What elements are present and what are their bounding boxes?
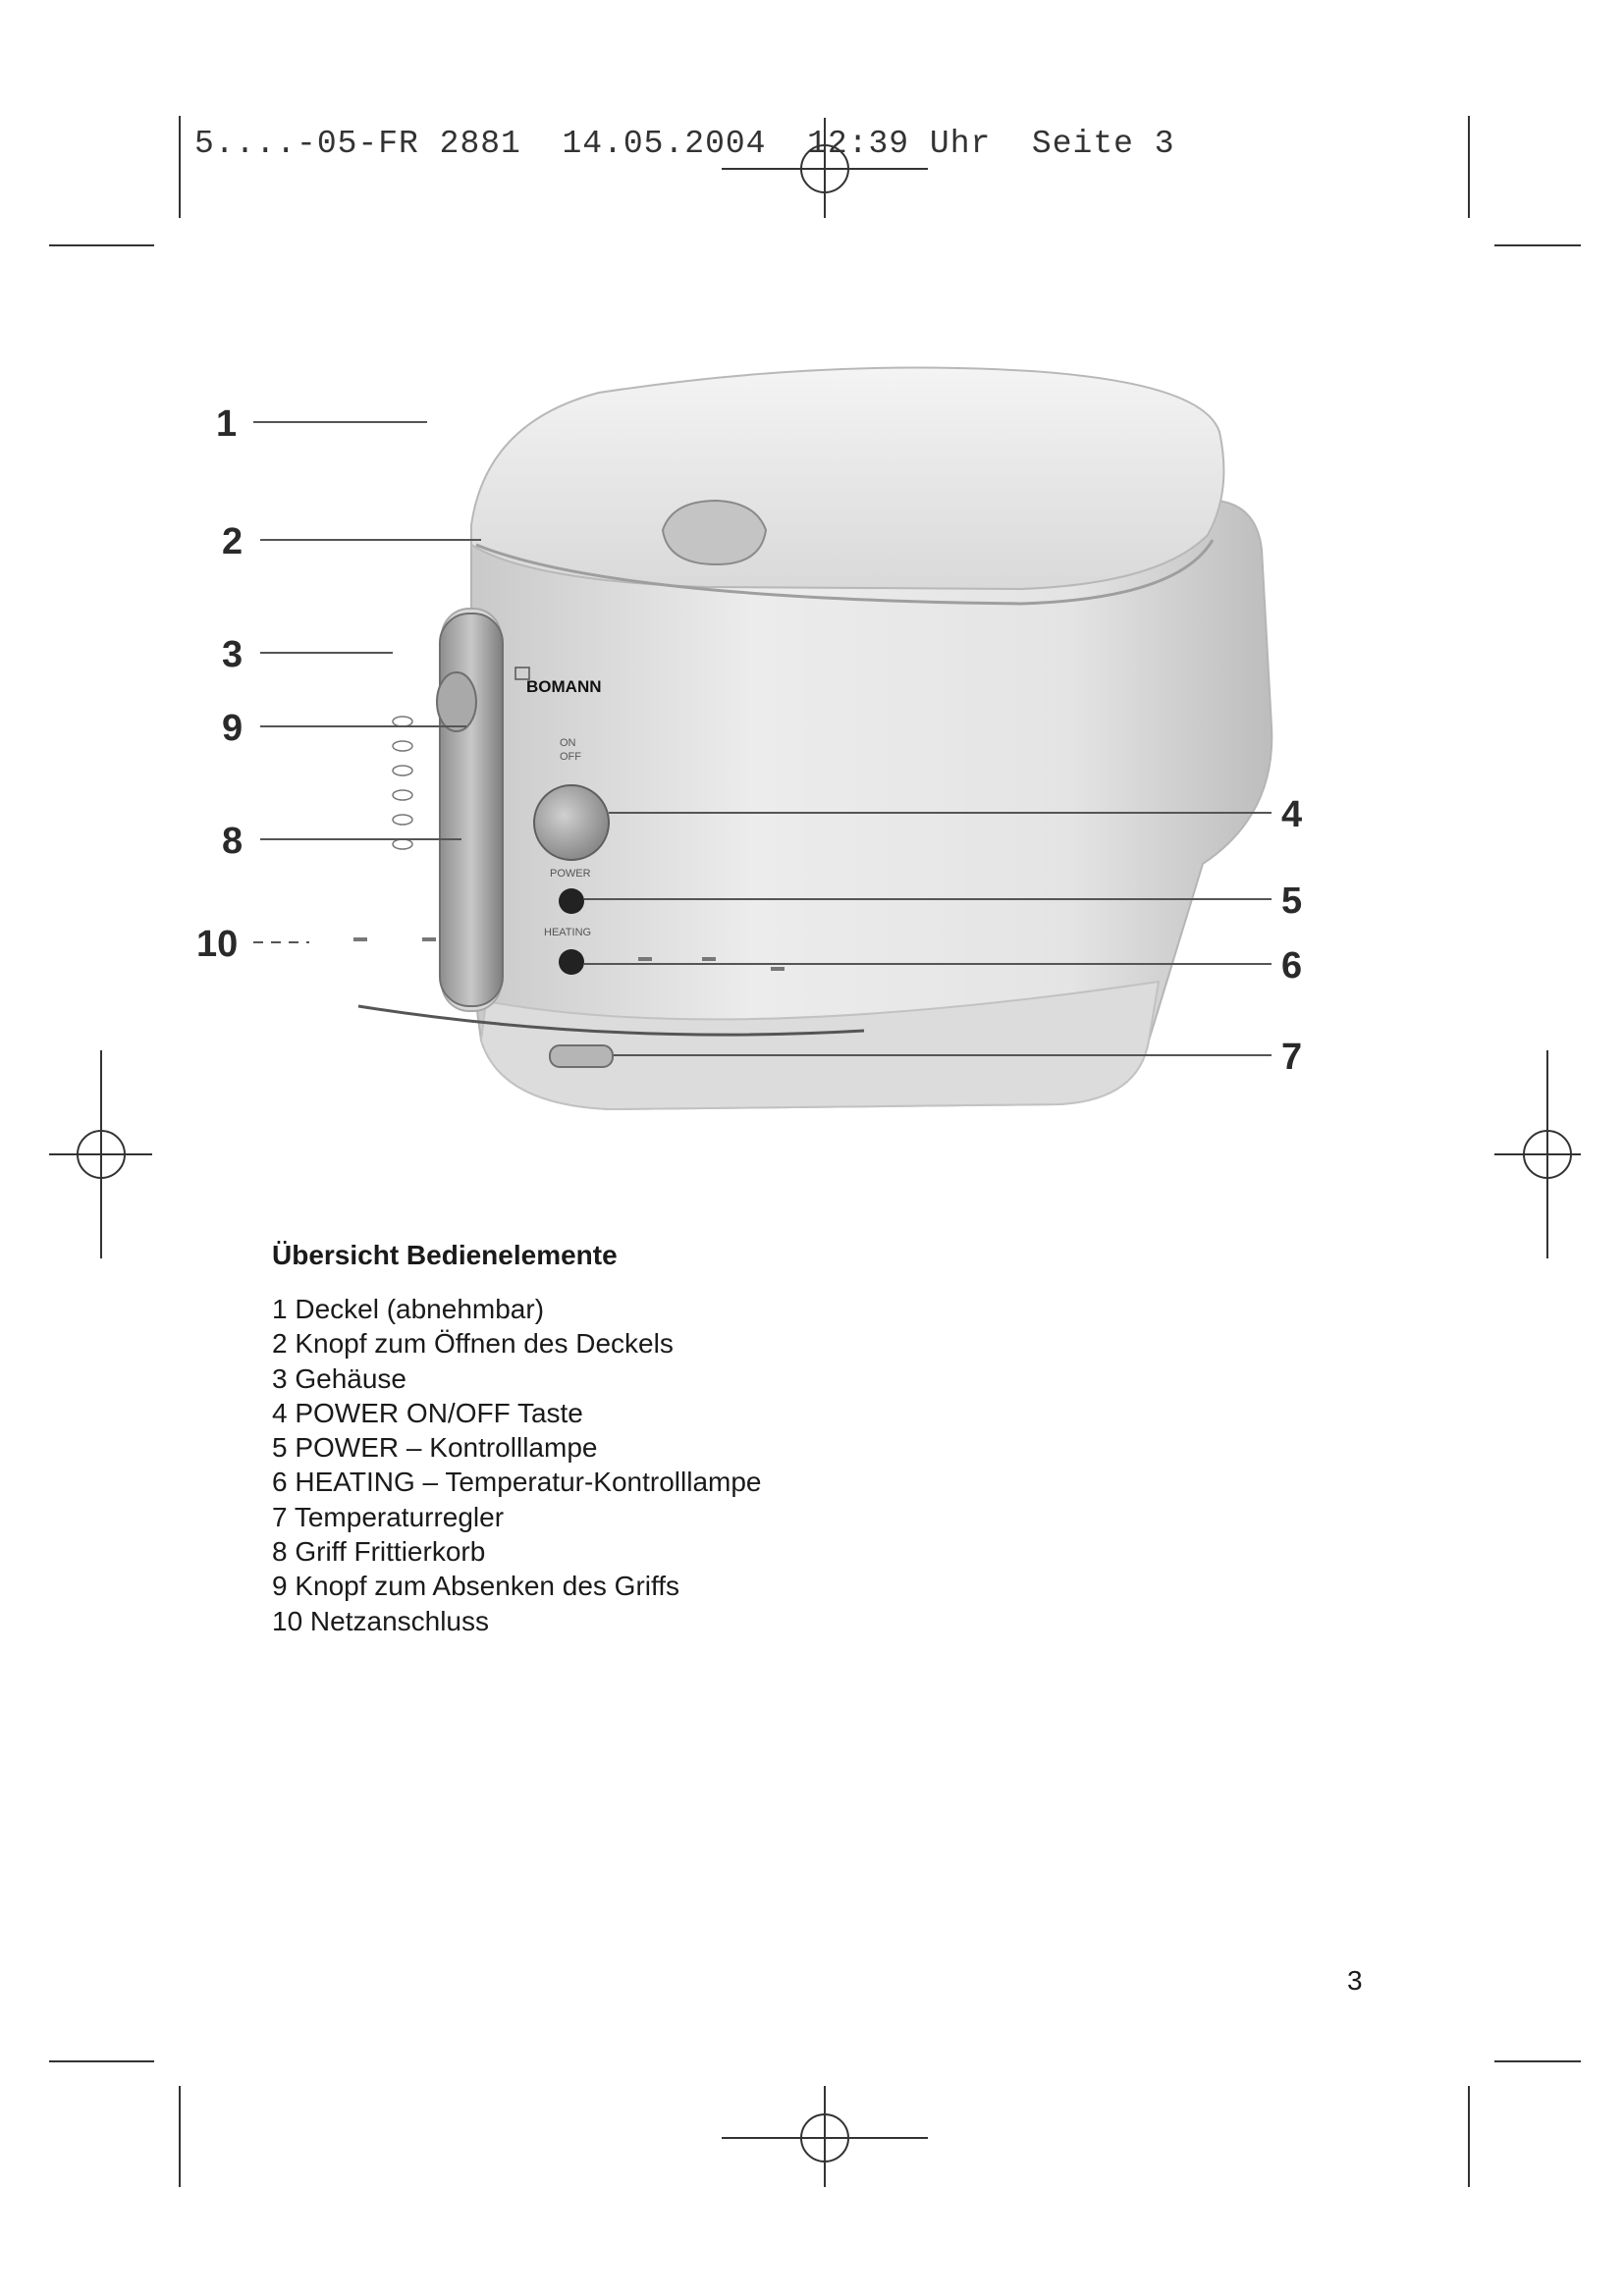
handle-lowering-button <box>437 672 476 731</box>
callout-1: 1 <box>216 403 238 445</box>
off-label: OFF <box>560 751 581 763</box>
legend-item: 1 Deckel (abnehmbar) <box>272 1294 545 1324</box>
callout-6: 6 <box>1281 945 1303 987</box>
callout-10: 10 <box>196 924 239 965</box>
legend-item: 2 Knopf zum Öffnen des Deckels <box>272 1328 674 1360</box>
lid <box>471 367 1223 589</box>
heating-label: HEATING <box>544 927 592 938</box>
controls-legend <box>272 1292 762 1638</box>
cooking-guide-table <box>393 717 412 849</box>
section-heading: Übersicht Bedienelemente <box>272 1240 618 1270</box>
heating-lamp <box>559 949 584 975</box>
deep-fryer-illustration <box>196 353 1316 1158</box>
power-lamp <box>559 888 584 914</box>
print-slug-line: 5....-05-FR 2881 14.05.2004 12:39 Uhr Seite 3 <box>194 126 1175 162</box>
legend-item: 8 Griff Frittierkorb <box>272 1536 486 1568</box>
on-label: ON <box>560 737 576 749</box>
power-button <box>534 785 609 860</box>
callout-4: 4 <box>1281 794 1303 835</box>
callout-9: 9 <box>222 708 244 749</box>
legend-item: 4 POWER ON/OFF Taste <box>272 1397 583 1428</box>
callout-2: 2 <box>222 521 244 562</box>
legend-item: 9 Knopf zum Absenken des Griffs <box>272 1571 680 1602</box>
legend-item: 10 Netzanschluss <box>272 1605 490 1636</box>
legend-item: 5 POWER – Kontrolllampe <box>272 1432 598 1464</box>
legend-item: 7 Temperaturregler <box>272 1501 505 1532</box>
callout-5: 5 <box>1281 881 1303 922</box>
brand-logo: BOMANN <box>526 677 602 696</box>
legend-item: 3 Gehäuse <box>272 1362 406 1394</box>
page-number: 3 <box>1347 1965 1363 1996</box>
lid-release-button <box>663 501 766 564</box>
temperature-control <box>550 1045 613 1067</box>
basket-handle <box>440 614 503 1006</box>
callout-8: 8 <box>222 821 244 862</box>
legend-item: 6 HEATING – Temperatur-Kontrolllampe <box>272 1467 762 1498</box>
callout-7: 7 <box>1281 1037 1303 1078</box>
callout-3: 3 <box>222 634 244 675</box>
power-label: POWER <box>550 868 591 880</box>
